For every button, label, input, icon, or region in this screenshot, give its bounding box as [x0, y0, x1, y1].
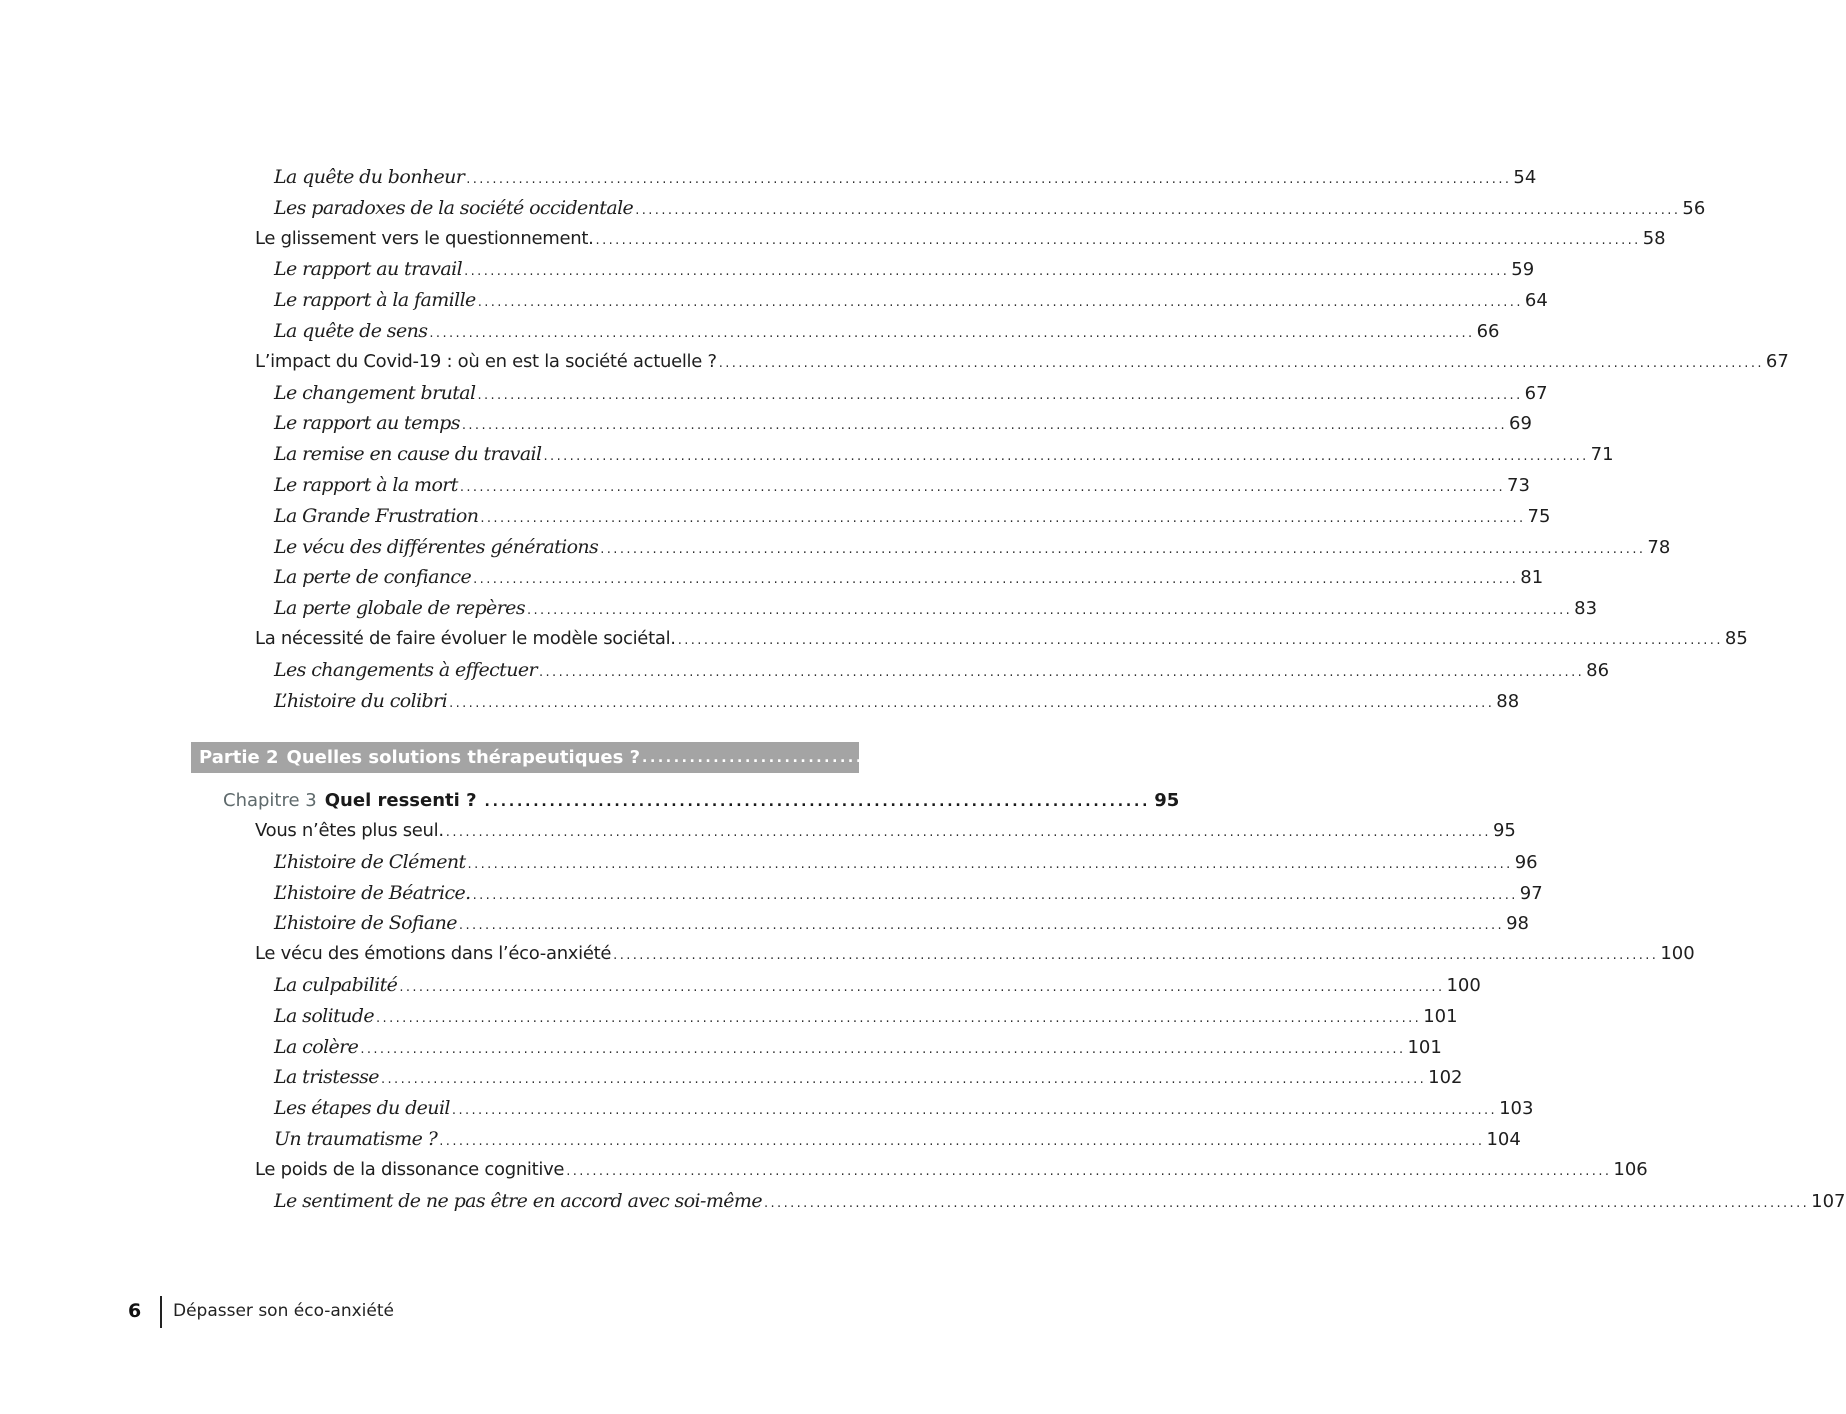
toc-subentry[interactable] — [274, 658, 1610, 689]
toc-subentry[interactable] — [274, 504, 1551, 535]
toc-subentry[interactable] — [274, 974, 1481, 1004]
dot-leader: ................................................................................................................................................................ — [464, 264, 1510, 280]
part-page-number: 91 — [1293, 747, 1319, 768]
toc-subentry[interactable] — [274, 566, 1544, 596]
toc-entry-page-number: 78 — [1647, 536, 1671, 558]
dot-leader: ................................................................................................................................................................ — [458, 918, 1505, 934]
toc-entry-page-number: 56 — [1682, 197, 1706, 219]
toc-entry-page-number: 95 — [1492, 820, 1516, 841]
dot-leader: ................................................................................................................................................................ — [376, 1010, 1422, 1026]
toc-entry-page-number: 100 — [1446, 975, 1481, 996]
dot-leader: ................................................................................................................................................................ — [466, 172, 1512, 187]
dot-leader: ................................................................................................................................................................ — [635, 202, 1681, 218]
toc-subentry[interactable] — [274, 412, 1532, 442]
toc-entry-label: Les étapes du deuil — [274, 1097, 450, 1120]
dot-leader: ................................................................................................................................................................ — [399, 980, 1445, 995]
toc-entry-label: La remise en cause du travail — [274, 443, 542, 466]
toc-subentry[interactable] — [274, 1035, 1442, 1066]
toc-entry-label: L’histoire de Sofiane — [274, 912, 457, 935]
dot-leader: .................................................................................. — [642, 749, 1292, 766]
toc-subentry[interactable] — [274, 289, 1548, 319]
toc-subentry[interactable] — [274, 881, 1543, 912]
toc-entry-label: Le rapport à la famille — [274, 289, 476, 312]
toc-subentry[interactable] — [274, 1004, 1458, 1035]
dot-leader: ................................................................................................................................................................ — [613, 948, 1659, 964]
toc-entry-label: La nécessité de faire évoluer le modèle sociétal. — [255, 628, 676, 649]
dot-leader: ................................................................................................................................................................ — [677, 633, 1723, 648]
chapter-number: Chapitre 3 — [223, 790, 317, 811]
toc-entry-label: L’histoire de Béatrice. — [274, 881, 471, 904]
toc-entry-label: Les paradoxes de la société occidentale — [274, 196, 634, 219]
toc-entry-page-number: 97 — [1519, 882, 1543, 904]
toc-subentry[interactable] — [274, 1128, 1521, 1158]
toc-entry-page-number: 71 — [1590, 444, 1614, 466]
toc-entry-label: La perte globale de repères — [274, 597, 525, 620]
toc-entry-page-number: 69 — [1509, 413, 1532, 435]
toc-entry-page-number: 54 — [1513, 167, 1537, 188]
toc-entry-label: La solitude — [274, 1004, 375, 1027]
toc-section-entry[interactable] — [255, 628, 1748, 658]
dot-leader: ................................................................................................................................................................ — [543, 449, 1589, 465]
toc-subentry[interactable] — [274, 196, 1706, 227]
toc-entry-page-number: 83 — [1574, 598, 1598, 620]
toc-subentry[interactable] — [274, 474, 1530, 504]
dot-leader: ................................................................................................................................................................ — [480, 510, 1526, 526]
dot-leader: ................................................................................................................................................................ — [439, 1134, 1485, 1149]
toc-entry-label: Le sentiment de ne pas être en accord avec soi-même — [274, 1189, 762, 1212]
toc-subentry[interactable] — [274, 850, 1538, 881]
toc-entry-page-number: 96 — [1514, 851, 1538, 873]
dot-leader: ................................................................................................................................................................ — [451, 1103, 1498, 1119]
toc-entry-label: Le changement brutal — [274, 381, 476, 404]
toc-section-entry[interactable] — [255, 350, 1789, 381]
dot-leader: ................................................................................................................................................................ — [380, 1072, 1427, 1088]
dot-leader: ................................................................................................................................................................ — [472, 887, 1518, 903]
toc-subentry[interactable] — [274, 689, 1520, 720]
toc-entry-page-number: 85 — [1724, 628, 1748, 649]
toc-entry-label: La Grande Frustration — [274, 504, 479, 527]
toc-entry-page-number: 101 — [1423, 1005, 1458, 1027]
dot-leader: ................................................................................................................................................................ — [360, 1041, 1406, 1057]
dot-leader: ................................................................................................................................................................ — [538, 664, 1585, 680]
toc-entry-page-number: 98 — [1506, 913, 1529, 935]
toc-entry-label: L’histoire du colibri — [274, 689, 448, 712]
toc-subentry[interactable] — [274, 1066, 1463, 1096]
toc-entry-page-number: 106 — [1613, 1158, 1648, 1180]
part-number: Partie 2 — [199, 747, 279, 768]
toc-entry-page-number: 88 — [1496, 690, 1520, 712]
toc-entry-page-number: 67 — [1524, 382, 1548, 404]
page-footer — [0, 1296, 1024, 1328]
toc-entry-page-number: 86 — [1586, 659, 1610, 681]
toc-entry-label: Un traumatisme ? — [274, 1128, 438, 1150]
toc-entry-label: L’histoire de Clément — [274, 850, 466, 873]
toc-subentry[interactable] — [274, 1189, 1846, 1220]
chapter-page-number: 95 — [1154, 790, 1180, 811]
dot-leader: ................................................................................................................................................................ — [763, 1195, 1810, 1211]
toc-entry-label: Le poids de la dissonance cognitive — [255, 1158, 565, 1180]
toc-entry-label: La tristesse — [274, 1066, 379, 1089]
toc-subentry[interactable] — [274, 1097, 1534, 1127]
toc-section-entry[interactable] — [255, 820, 1516, 850]
running-title: Dépasser son éco-anxiété — [173, 1301, 394, 1321]
toc-subentry[interactable] — [274, 912, 1529, 942]
page-folio: 6 — [128, 1300, 142, 1322]
toc-entry-page-number: 75 — [1527, 505, 1551, 527]
toc-entry-page-number: 59 — [1511, 259, 1535, 281]
toc-entry-label: L’impact du Covid-19 : où en est la société actuelle ? — [255, 350, 717, 372]
toc-entry-label: Vous n’êtes plus seul. — [255, 820, 444, 841]
toc-entry-page-number: 73 — [1507, 475, 1530, 496]
dot-leader: ................................................................................................................................................................ — [449, 695, 1495, 711]
toc-subentry[interactable] — [274, 381, 1548, 412]
dot-leader: ................................................................................................................................................................ — [526, 603, 1573, 619]
toc-entry-label: La quête du bonheur — [274, 166, 465, 188]
dot-leader: ................................................................................................................................................................ — [459, 480, 1505, 495]
toc-entry-label: La quête de sens — [274, 320, 428, 342]
dot-leader: ................................................................................................................................................................ — [566, 1163, 1612, 1179]
chapter-heading[interactable] — [223, 790, 1180, 820]
dot-leader: ................................................................................................................................................................ — [477, 295, 1523, 311]
toc-entry-label: Le glissement vers le questionnement. — [255, 227, 594, 249]
dot-leader: ................................................................................................................................................................ — [477, 387, 1523, 403]
dot-leader: ................................................................................................................................................................ — [461, 418, 1508, 434]
toc-entry-page-number: 104 — [1486, 1129, 1521, 1150]
dot-leader: ................................................................................................................................................................ — [429, 326, 1475, 341]
toc-entry-page-number: 103 — [1499, 1098, 1534, 1120]
toc-subentry[interactable] — [274, 166, 1537, 196]
toc-entry-page-number: 107 — [1811, 1190, 1846, 1212]
toc-subentry[interactable] — [274, 443, 1614, 473]
toc-entry-label: Le rapport au temps — [274, 412, 460, 435]
toc-entry-label: Le rapport à la mort — [274, 474, 458, 496]
toc-entry-label: La perte de confiance — [274, 566, 472, 589]
part-title: Quelles solutions thérapeutiques ? — [286, 747, 641, 768]
toc-subentry[interactable] — [274, 258, 1535, 288]
toc-section-entry[interactable] — [255, 943, 1695, 973]
toc-entry-page-number: 101 — [1407, 1036, 1442, 1058]
part-heading[interactable] — [191, 742, 1319, 773]
toc-entry-page-number: 100 — [1660, 943, 1695, 965]
toc-entry-page-number: 67 — [1765, 350, 1789, 372]
footer-divider — [160, 1296, 162, 1328]
dot-leader: ................................................................................................................................................................ — [600, 541, 1646, 557]
dot-leader: ................................................................................................................................................................ — [467, 856, 1513, 872]
toc-entry-label: Le vécu des différentes générations — [274, 535, 599, 558]
dot-leader: ................................................................................................................................................................ — [718, 355, 1764, 371]
dot-leader: ................................................................................................................................................................ — [595, 232, 1641, 248]
toc-entry-page-number: 81 — [1520, 567, 1544, 589]
chapter-title: Quel ressenti ? — [324, 790, 477, 811]
dot-leader: ................................................................................................................................................................ — [473, 572, 1519, 588]
toc-entry-label: La culpabilité — [274, 974, 398, 996]
toc-section-entry[interactable] — [255, 1158, 1648, 1189]
toc-entry-page-number: 66 — [1476, 321, 1500, 342]
dot-leader: .................................................................................. — [484, 794, 1151, 810]
toc-entry-page-number: 102 — [1428, 1067, 1463, 1089]
toc-section-entry[interactable] — [255, 227, 1666, 258]
toc-entry-page-number: 64 — [1524, 290, 1548, 312]
dot-leader: ................................................................................................................................................................ — [445, 825, 1491, 840]
toc-entry-page-number: 58 — [1642, 227, 1666, 249]
toc-subentry[interactable] — [274, 597, 1598, 627]
toc-subentry[interactable] — [274, 320, 1500, 350]
toc-entry-label: Le vécu des émotions dans l’éco-anxiété — [255, 943, 612, 965]
toc-entry-label: Les changements à effectuer — [274, 658, 537, 681]
toc-entry-label: La colère — [274, 1035, 359, 1058]
toc-subentry[interactable] — [274, 535, 1671, 566]
toc-entry-label: Le rapport au travail — [274, 258, 463, 281]
